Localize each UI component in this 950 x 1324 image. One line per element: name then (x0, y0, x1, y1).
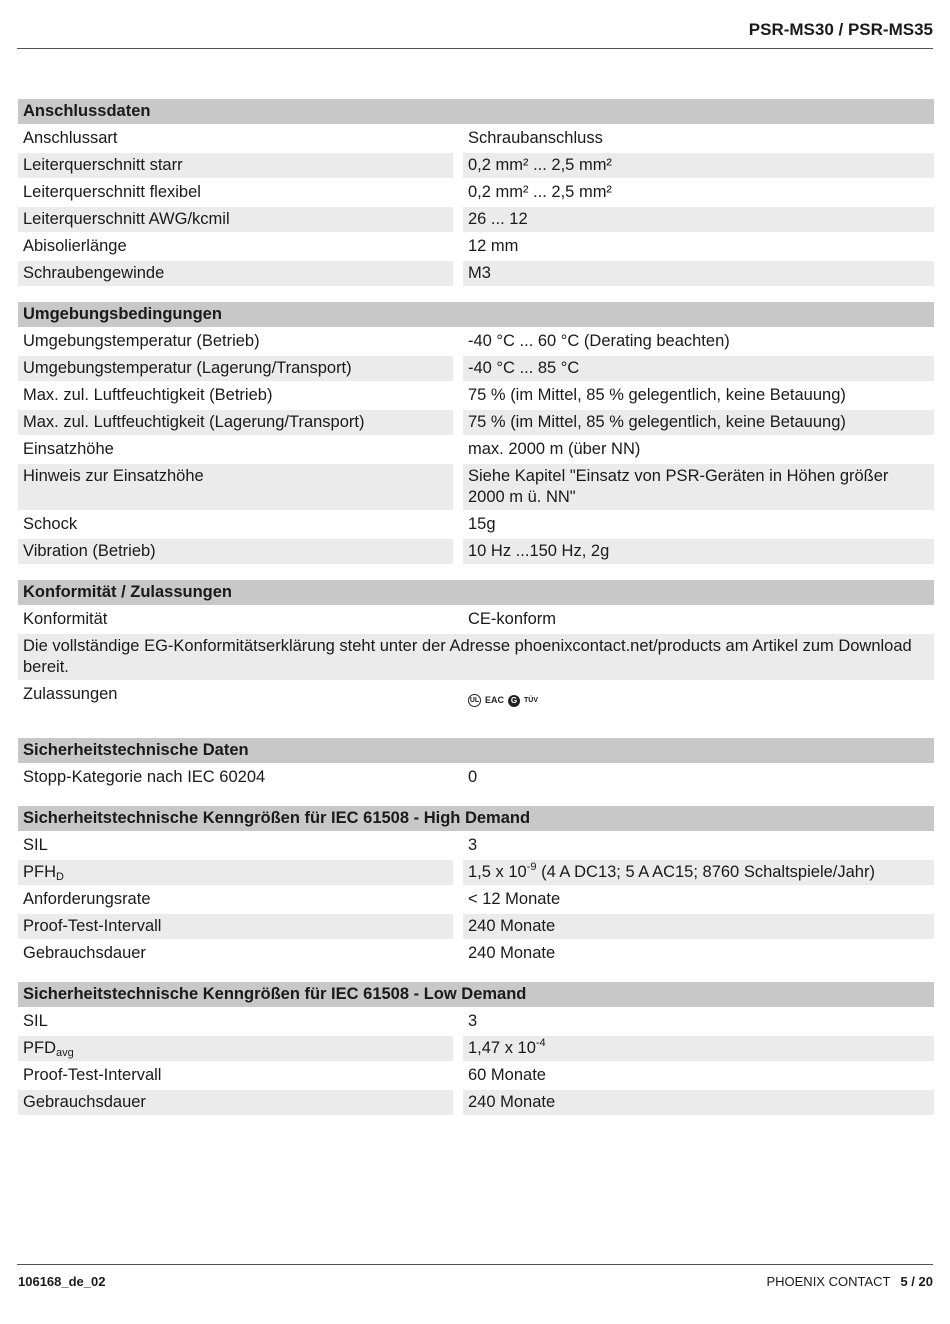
row-label: Schock (18, 512, 453, 537)
ul-icon: UL (468, 694, 481, 707)
section-title: Konformität / Zulassungen (18, 580, 934, 605)
footer-document-id: 106168_de_02 (18, 1274, 106, 1289)
footer-company: PHOENIX CONTACT (766, 1274, 891, 1289)
table-row (18, 833, 934, 858)
row-value: 3 (463, 1009, 934, 1034)
pfh-value-detail: (4 A DC13; 5 A AC15; 8760 Schaltspiele/Jahr) (536, 863, 875, 881)
pfh-exponent: -9 (526, 861, 537, 873)
table-row (18, 539, 934, 564)
table-row (18, 1063, 934, 1088)
table-row (18, 153, 934, 178)
section-title: Sicherheitstechnische Kenngrößen für IEC 61508 - Low Demand (18, 982, 934, 1007)
row-value: 240 Monate (463, 941, 934, 966)
row-label: Anforderungsrate (18, 887, 453, 912)
row-value: 3 (463, 833, 934, 858)
row-label: Zulassungen (18, 682, 453, 722)
table-row (18, 383, 934, 408)
section-high-demand (18, 806, 934, 966)
row-label: Gebrauchsdauer (18, 941, 453, 966)
row-value: 240 Monate (463, 914, 934, 939)
pfd-subscript: avg (56, 1047, 74, 1059)
table-row (18, 207, 934, 232)
row-label: Anschlussart (18, 126, 453, 151)
row-label: Stopp-Kategorie nach IEC 60204 (18, 765, 453, 790)
table-row (18, 1090, 934, 1115)
row-label: Gebrauchsdauer (18, 1090, 453, 1115)
row-label: Konformität (18, 607, 453, 632)
row-label: Proof-Test-Intervall (18, 914, 453, 939)
pfh-label: PFH (23, 863, 56, 881)
table-row (18, 126, 934, 151)
table-row (18, 860, 934, 885)
row-value: 0,2 mm² ... 2,5 mm² (463, 153, 934, 178)
table-row (18, 234, 934, 259)
table-row (18, 180, 934, 205)
row-value (463, 682, 934, 722)
row-value: 15g (463, 512, 934, 537)
pfd-exponent: -4 (535, 1037, 546, 1049)
table-row (18, 941, 934, 966)
row-label: Abisolierlänge (18, 234, 453, 259)
row-value: Schraubanschluss (463, 126, 934, 151)
row-value: -40 °C ... 85 °C (463, 356, 934, 381)
row-label: Einsatzhöhe (18, 437, 453, 462)
page-header-title: PSR-MS30 / PSR-MS35 (748, 20, 933, 39)
row-value: 240 Monate (463, 1090, 934, 1115)
row-value: < 12 Monate (463, 887, 934, 912)
section-low-demand (18, 982, 934, 1115)
row-label (18, 1036, 453, 1061)
row-value: 0,2 mm² ... 2,5 mm² (463, 180, 934, 205)
footer-page-number: 5 / 20 (900, 1274, 933, 1289)
table-row (18, 887, 934, 912)
table-row (18, 1009, 934, 1034)
section-anschlussdaten (18, 99, 934, 286)
row-label: SIL (18, 1009, 453, 1034)
pfh-subscript: D (56, 871, 64, 883)
row-value (463, 1036, 934, 1061)
pfh-value: 1,5 x 10 (468, 863, 527, 881)
table-row (18, 634, 934, 680)
row-label: Hinweis zur Einsatzhöhe (18, 464, 453, 510)
g-icon: G (508, 695, 520, 707)
table-row (18, 765, 934, 790)
footer-right (766, 1274, 933, 1289)
pfd-value: 1,47 x 10 (468, 1039, 536, 1057)
row-value: CE-konform (463, 607, 934, 632)
section-title: Umgebungsbedingungen (18, 302, 934, 327)
section-title: Sicherheitstechnische Daten (18, 738, 934, 763)
row-label: Umgebungstemperatur (Betrieb) (18, 329, 453, 354)
row-label: Vibration (Betrieb) (18, 539, 453, 564)
footer-divider (17, 1264, 933, 1265)
table-row (18, 464, 934, 510)
row-label: Max. zul. Luftfeuchtigkeit (Betrieb) (18, 383, 453, 408)
section-title: Anschlussdaten (18, 99, 934, 124)
row-value: 26 ... 12 (463, 207, 934, 232)
row-label: Proof-Test-Intervall (18, 1063, 453, 1088)
row-value: 75 % (im Mittel, 85 % gelegentlich, keine Betauung) (463, 383, 934, 408)
eac-icon: EAC (485, 695, 505, 705)
row-label: Umgebungstemperatur (Lagerung/Transport) (18, 356, 453, 381)
row-value: 10 Hz ...150 Hz, 2g (463, 539, 934, 564)
table-row (18, 410, 934, 435)
conformity-note: Die vollständige EG-Konformitätserklärung steht unter der Adresse phoenixcontact.net/products am Artikel zum Download bereit. (18, 634, 934, 680)
table-row (18, 914, 934, 939)
row-label (18, 860, 453, 885)
row-value: Siehe Kapitel "Einsatz von PSR-Geräten in Höhen größer 2000 m ü. NN" (463, 464, 934, 510)
row-value: -40 °C ... 60 °C (Derating beachten) (463, 329, 934, 354)
row-value: 0 (463, 765, 934, 790)
table-row (18, 329, 934, 354)
section-sicherheitstechnische-daten (18, 738, 934, 790)
section-konformitaet (18, 580, 934, 722)
table-row (18, 1036, 934, 1061)
row-label: Leiterquerschnitt flexibel (18, 180, 453, 205)
row-label: Max. zul. Luftfeuchtigkeit (Lagerung/Transport) (18, 410, 453, 435)
section-umgebungsbedingungen (18, 302, 934, 564)
certification-logos (468, 690, 538, 711)
tuv-icon: TÜV (524, 697, 539, 704)
row-label: Leiterquerschnitt AWG/kcmil (18, 207, 453, 232)
row-label: Schraubengewinde (18, 261, 453, 286)
table-row (18, 356, 934, 381)
row-value: 75 % (im Mittel, 85 % gelegentlich, keine Betauung) (463, 410, 934, 435)
section-title: Sicherheitstechnische Kenngrößen für IEC 61508 - High Demand (18, 806, 934, 831)
row-label: SIL (18, 833, 453, 858)
table-row (18, 437, 934, 462)
row-value: 60 Monate (463, 1063, 934, 1088)
table-row (18, 512, 934, 537)
table-row (18, 607, 934, 632)
table-row (18, 261, 934, 286)
row-value: M3 (463, 261, 934, 286)
table-row (18, 682, 934, 722)
row-value (463, 860, 934, 885)
datasheet-content (18, 99, 934, 1131)
row-label: Leiterquerschnitt starr (18, 153, 453, 178)
row-value: 12 mm (463, 234, 934, 259)
row-value: max. 2000 m (über NN) (463, 437, 934, 462)
header-divider (17, 48, 933, 49)
pfd-label: PFD (23, 1039, 56, 1057)
